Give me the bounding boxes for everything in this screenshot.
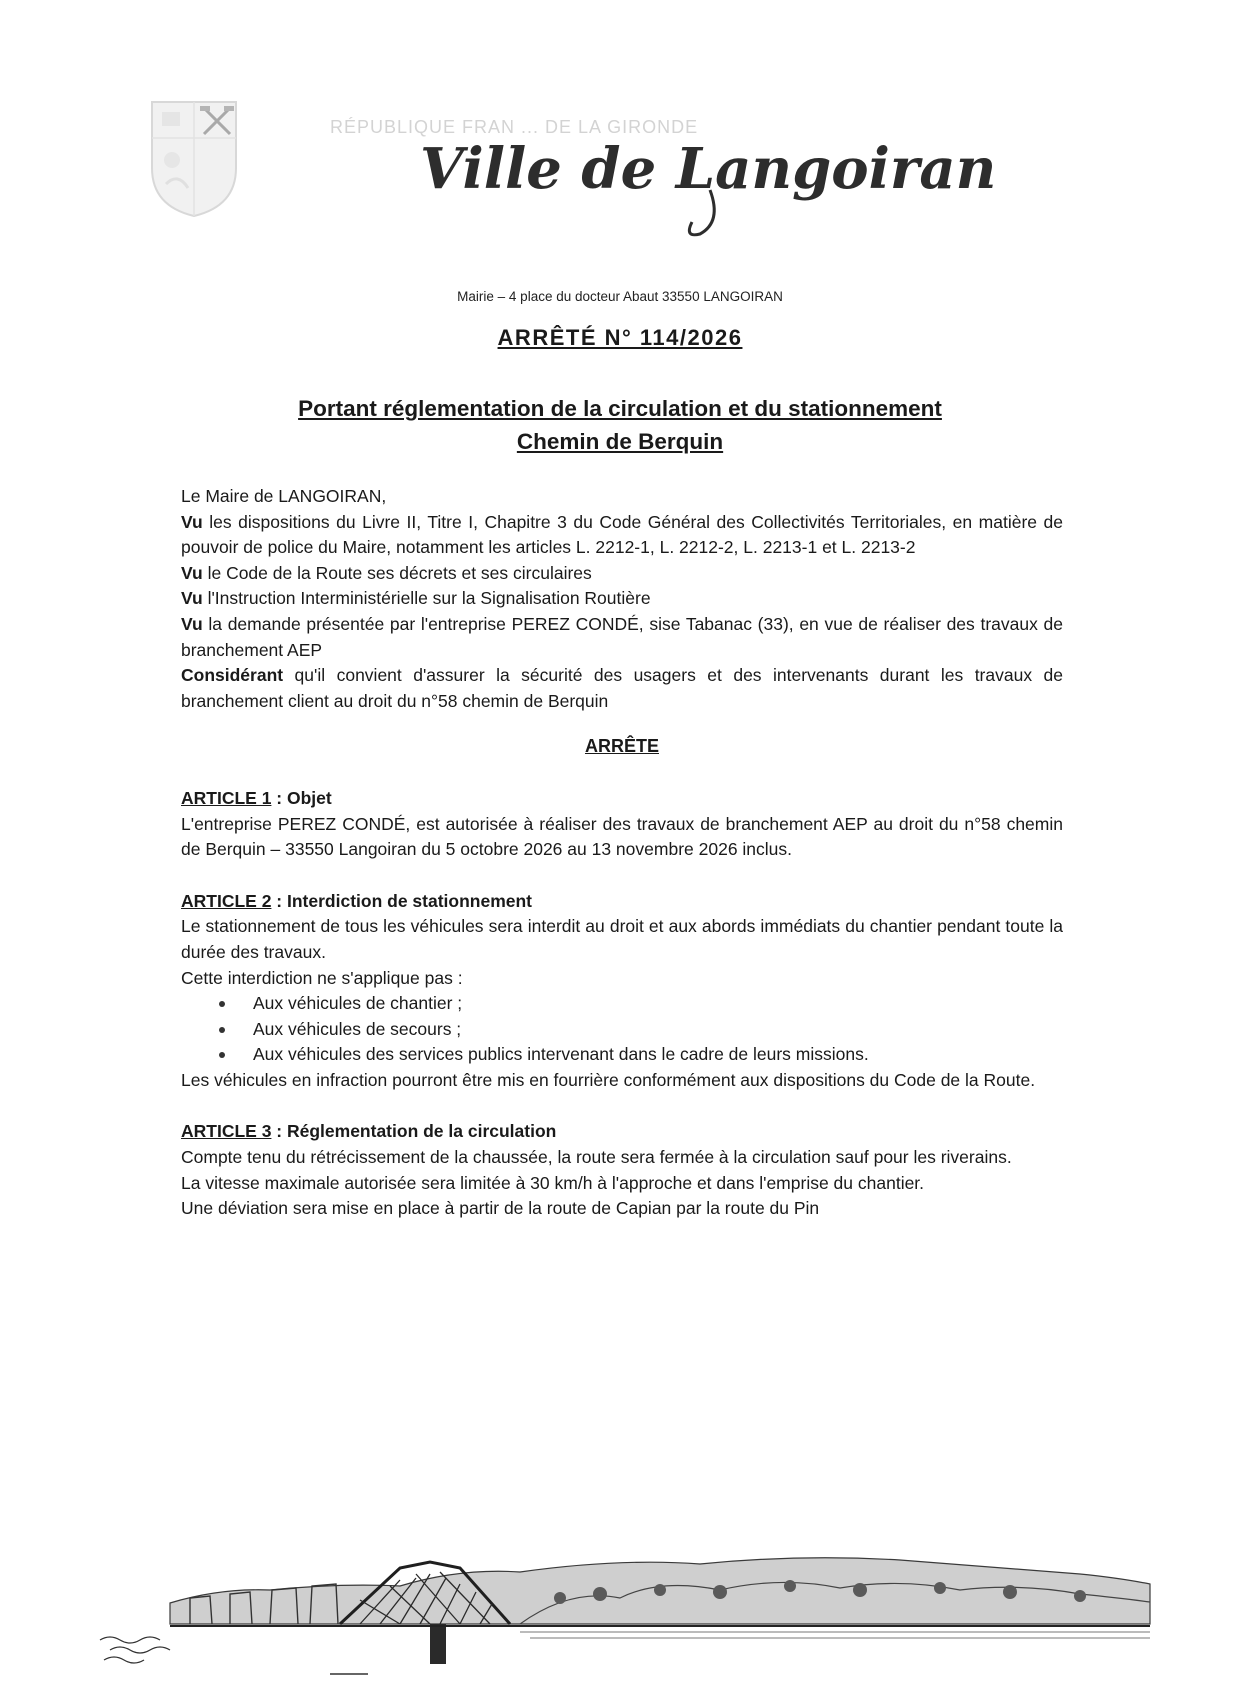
considerant-text: qu'il convient d'assurer la sécurité des usagers et des intervenants durant les travaux de branchement client au droit du n°58 chemin de Berquin <box>181 665 1063 711</box>
coat-of-arms-logo <box>148 98 240 220</box>
vu-label: Vu <box>181 588 203 609</box>
ville-de-langoiran-logo <box>410 130 997 240</box>
vu-paragraph-3 <box>181 586 1063 612</box>
vu-paragraph-1 <box>181 510 1063 561</box>
vu-label: Vu <box>181 562 203 583</box>
vu-text: le Code de la Route ses décrets et ses circulaires <box>202 562 592 583</box>
article-label: ARTICLE 1 <box>181 787 272 808</box>
vu-text: les dispositions du Livre II, Titre I, Chapitre 3 du Code Général des Collectivités Territoriales, en matière de pouvoir de police du Maire, notamment les articles L. 2212-1, L. 2212-2, L. 2213-1 et L. 2213-2 <box>181 511 1063 558</box>
article-label: ARTICLE 3 <box>181 1121 272 1142</box>
vu-label: Vu <box>181 613 203 634</box>
article-heading: : Interdiction de stationnement <box>271 890 533 911</box>
article-2-paragraph: Cette interdiction ne s'applique pas : <box>181 967 463 988</box>
vu-text: la demande présentée par l'entreprise PEREZ CONDÉ, sise Tabanac (33), en vue de réaliser des travaux de branchement AEP <box>181 613 1063 660</box>
article-heading: : Réglementation de la circulation <box>271 1121 557 1142</box>
ville-logo-text: Ville de Langoiran <box>420 136 997 202</box>
article-label: ARTICLE 2 <box>181 890 272 911</box>
subject-line-1: Portant réglementation de la circulation et du stationnement <box>298 396 942 421</box>
considerant-label: Considérant <box>181 665 284 686</box>
vu-text: l'Instruction Interministérielle sur la Signalisation Routière <box>202 588 651 609</box>
list-item: Aux véhicules des services publics intervenant dans le cadre de leurs missions. <box>219 1042 1063 1068</box>
vu-label: Vu <box>181 511 203 532</box>
bullet-icon <box>219 1052 225 1058</box>
arrete-number: ARRÊTÉ N° 114/2026 <box>497 325 743 350</box>
vu-paragraph-2 <box>181 561 1063 587</box>
article-3-paragraph: La vitesse maximale autorisée sera limitée à 30 km/h à l'approche et dans l'emprise du chantier. <box>181 1172 925 1193</box>
village-bridge-illustration <box>100 1528 1160 1678</box>
maire-line: Le Maire de LANGOIRAN, <box>181 486 387 506</box>
bullet-icon <box>219 1001 225 1007</box>
mairie-address: Mairie – 4 place du docteur Abaut 33550 LANGOIRAN <box>457 289 783 304</box>
exception-list <box>181 991 1063 1068</box>
article-2-paragraph: Le stationnement de tous les véhicules sera interdit au droit et aux abords immédiats du chantier pendant toute la durée des travaux. <box>181 916 1063 962</box>
article-3-paragraph: Compte tenu du rétrécissement de la chaussée, la route sera fermée à la circulation sauf pour les riverains. <box>181 1147 1012 1168</box>
arrete-body <box>181 484 1063 1222</box>
vu-paragraph-4 <box>181 612 1063 663</box>
article-1-title <box>181 786 1063 812</box>
arrete-heading: ARRÊTE <box>584 736 659 757</box>
arrete-subject <box>0 392 1240 458</box>
article-2-title <box>181 889 1063 915</box>
republic-department-line: RÉPUBLIQUE FRAN ... DE LA GIRONDE <box>330 117 699 137</box>
article-3-title <box>181 1119 1063 1145</box>
bullet-icon <box>219 1027 225 1033</box>
subject-line-2: Chemin de Berquin <box>516 429 724 454</box>
article-1-paragraph: L'entreprise PEREZ CONDÉ, est autorisée à réaliser des travaux de branchement AEP au droit du n°58 chemin de Berquin – 33550 Langoiran du 5 octobre 2026 au 13 novembre 2026 inclus. <box>181 813 1063 860</box>
list-item: Aux véhicules de chantier ; <box>219 991 1063 1017</box>
article-3-paragraph: Une déviation sera mise en place à partir de la route de Capian par la route du Pin <box>181 1198 820 1219</box>
considerant-paragraph <box>181 663 1063 714</box>
list-item: Aux véhicules de secours ; <box>219 1017 1063 1043</box>
article-heading: : Objet <box>271 787 332 808</box>
article-2-closing: Les véhicules en infraction pourront être mis en fourrière conformément aux dispositions du Code de la Route. <box>181 1069 1036 1090</box>
